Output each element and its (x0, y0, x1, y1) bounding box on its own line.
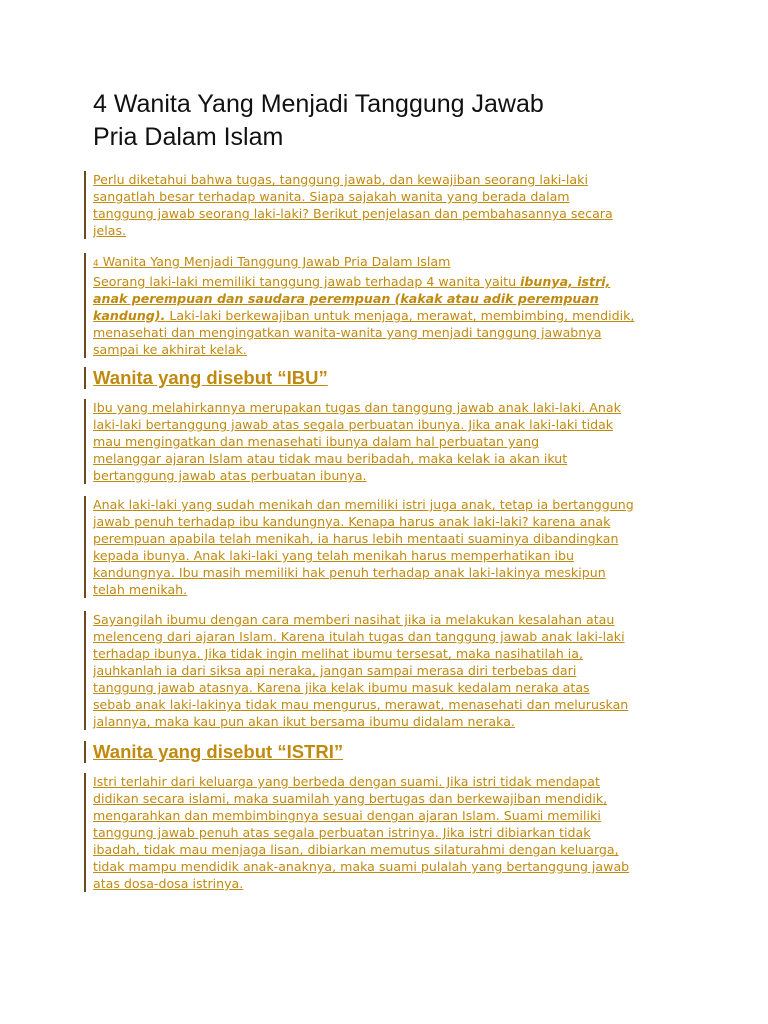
summary-line[interactable] (93, 253, 693, 273)
istri-paragraph-1-block (84, 773, 693, 892)
summary-line[interactable] (93, 307, 693, 324)
title-line-1: 4 Wanita Yang Menjadi Tanggung Jawab (93, 90, 544, 118)
intro-block (84, 171, 693, 239)
ibu-p3-line[interactable]: melenceng dari ajaran Islam. Karena itulah tugas dan tanggung jawab anak laki-laki (93, 629, 625, 644)
intro-line[interactable]: Perlu diketahui bahwa tugas, tanggung jawab, dan kewajiban seorang laki-laki (93, 172, 588, 187)
intro-line[interactable]: sangatlah besar terhadap wanita. Siapa sajakah wanita yang berada dalam (93, 189, 570, 204)
ibu-p1-line[interactable]: melanggar ajaran Islam atau tidak mau beribadah, maka kelak ia akan ikut (93, 451, 568, 466)
istri-p1-line[interactable]: didikan secara islami, maka suamilah yang bertugas dan berkewajiban mendidik, (93, 791, 608, 806)
istri-p1-line[interactable]: tanggung jawab penuh atas segala perbuatan istrinya. Jika istri dibiarkan tidak (93, 825, 591, 840)
ibu-p3-line[interactable]: jauhkanlah ia dari siksa api neraka, jangan sampai merasa diri terbebas dari (93, 663, 577, 678)
ibu-p2-line[interactable]: kandungnya. Ibu masih memiliki hak penuh terhadap anak laki-lakinya meskipun (93, 565, 606, 580)
intro-paragraph[interactable] (93, 171, 693, 239)
ibu-paragraph-1[interactable] (93, 399, 693, 484)
section-heading-ibu[interactable]: Wanita yang disebut “IBU” (93, 367, 328, 388)
summary-emphasis: ibunya, istri, (520, 274, 611, 289)
ibu-p3-line[interactable]: tanggung jawab atasnya. Karena jika kelak ibumu masuk kedalam neraka atas (93, 680, 590, 695)
summary-text: Seorang laki-laki memiliki tanggung jawab terhadap 4 wanita yaitu (93, 274, 521, 289)
intro-line[interactable]: tanggung jawab seorang laki-laki? Berikut penjelasan dan pembahasannya secara (93, 206, 613, 221)
istri-p1-line[interactable]: atas dosa-dosa istrinya. (93, 876, 244, 891)
ibu-p2-line[interactable]: Anak laki-laki yang sudah menikah dan memiliki istri juga anak, tetap ia bertanggung (93, 497, 634, 512)
ibu-p1-line[interactable]: bertanggung jawab atas perbuatan ibunya. (93, 468, 367, 483)
ibu-paragraph-3[interactable] (93, 611, 693, 730)
summary-text: Laki-laki berkewajiban untuk menjaga, merawat, membimbing, mendidik, (165, 308, 635, 323)
istri-p1-line[interactable]: ibadah, tidak mau menjaga lisan, dibiarkan memutus silaturahmi dengan keluarga, (93, 842, 619, 857)
page-title (93, 88, 693, 154)
ibu-paragraph-2[interactable] (93, 496, 693, 598)
ibu-p3-line[interactable]: terhadap ibunya. Jika tidak ingin melihat ibumu tersesat, maka nasihatilah ia, (93, 646, 583, 661)
ibu-paragraph-2-block (84, 496, 693, 598)
ibu-p2-line[interactable]: jawab penuh terhadap ibu kandungnya. Kenapa harus anak laki-laki? karena anak (93, 514, 611, 529)
ibu-p1-line[interactable]: mau mengingatkan dan menasehati ibunya dalam hal perbuatan yang (93, 434, 540, 449)
section-heading-istri[interactable]: Wanita yang disebut “ISTRI” (93, 741, 344, 762)
ibu-p1-line[interactable]: laki-laki bertanggung jawab atas segala perbuatan ibunya. Jika anak laki-laki tidak (93, 417, 614, 432)
summary-block (84, 253, 693, 358)
istri-p1-line[interactable]: Istri terlahir dari keluarga yang berbeda dengan suami. Jika istri tidak mendapat (93, 774, 600, 789)
title-line-2: Pria Dalam Islam (93, 123, 284, 151)
istri-p1-line[interactable]: mengarahkan dan membimbingnya sesuai dengan ajaran Islam. Suami memiliki (93, 808, 601, 823)
ibu-paragraph-1-block (84, 399, 693, 484)
ibu-p1-line[interactable]: Ibu yang melahirkannya merupakan tugas dan tanggung jawab anak laki-laki. Anak (93, 400, 621, 415)
heading-istri-block (84, 741, 693, 763)
ibu-p2-line[interactable]: telah menikah. (93, 582, 188, 597)
istri-p1-line[interactable]: tidak mampu mendidik anak-anaknya, maka suami pulalah yang bertanggung jawab (93, 859, 630, 874)
summary-line[interactable] (93, 273, 693, 290)
ibu-p2-line[interactable]: kepada ibunya. Anak laki-laki yang telah menikah harus memperhatikan ibu (93, 548, 574, 563)
summary-line[interactable]: sampai ke akhirat kelak. (93, 342, 247, 357)
istri-paragraph-1[interactable] (93, 773, 693, 892)
heading-ibu-block (84, 367, 693, 389)
ibu-p3-line[interactable]: Sayangilah ibumu dengan cara memberi nasihat jika ia melakukan kesalahan atau (93, 612, 615, 627)
ibu-paragraph-3-block (84, 611, 693, 730)
summary-emphasis: kandung). (93, 308, 166, 323)
summary-paragraph[interactable] (93, 253, 693, 358)
ibu-p3-line[interactable]: jalannya, maka kau pun akan ikut bersama ibumu didalam neraka. (93, 714, 515, 729)
summary-heading-text: Wanita Yang Menjadi Tanggung Jawab Pria Dalam Islam (98, 254, 451, 269)
summary-line[interactable]: menasehati dan mengingatkan wanita-wanita yang menjadi tanggung jawabnya (93, 325, 602, 340)
intro-line[interactable]: jelas. (93, 223, 127, 238)
ibu-p2-line[interactable]: perempuan apabila telah menikah, ia harus lebih mentaati suaminya dibandingkan (93, 531, 619, 546)
summary-emphasis-line[interactable]: anak perempuan dan saudara perempuan (kakak atau adik perempuan (93, 291, 599, 306)
ibu-p3-line[interactable]: sebab anak laki-lakinya tidak mau mengurus, merawat, menasehati dan meluruskan (93, 697, 629, 712)
summary-number: 4 (93, 259, 99, 269)
